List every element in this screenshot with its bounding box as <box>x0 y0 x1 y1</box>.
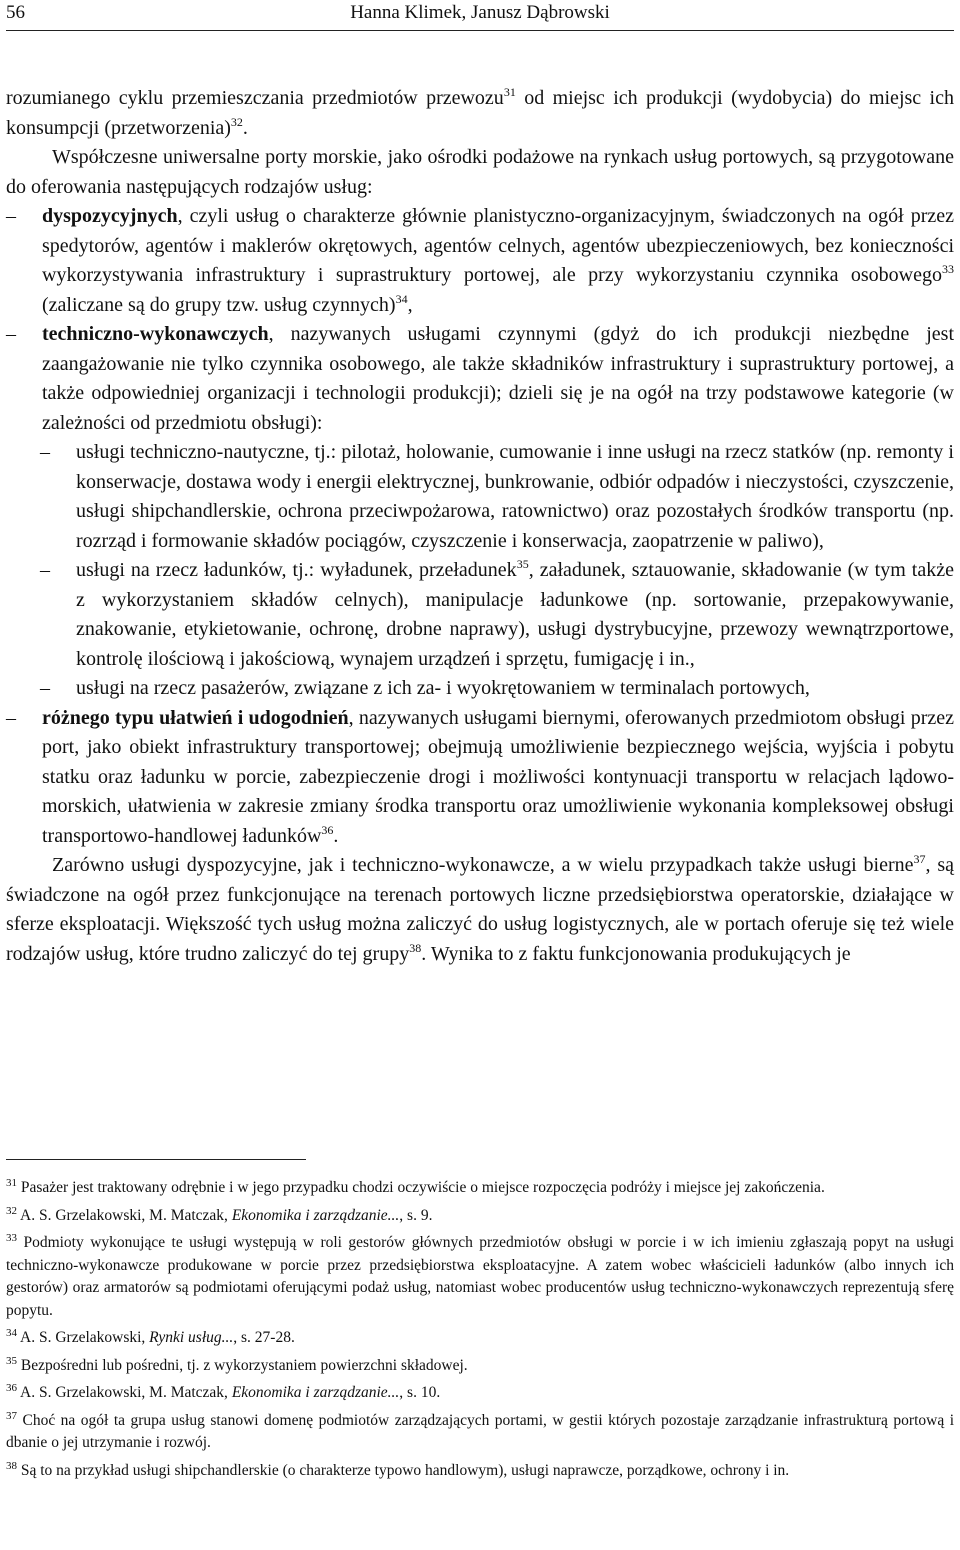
dash-bullet: – <box>40 677 50 699</box>
footnote-text: , s. 27-28. <box>233 1329 295 1346</box>
footnote-text: Pasażer jest traktowany odrębnie i w jego przypadku chodzi oczywiście o miejsce rozpoczęcia podróży i miejsce jej zakończenia. <box>17 1179 825 1196</box>
footnote-ref-33[interactable]: 33 <box>942 262 954 276</box>
sublist-item-pasazerowie <box>6 674 954 704</box>
footnotes <box>6 1172 954 1482</box>
dash-bullet: – <box>40 441 50 463</box>
footnote-number: 34 <box>6 1327 17 1339</box>
footnote-text: , s. 9. <box>399 1206 433 1224</box>
running-header-authors: Hanna Klimek, Janusz Dąbrowski <box>350 2 610 23</box>
footnote-text: , s. 10. <box>399 1384 441 1401</box>
text-run: usługi na rzecz ładunków, tj.: wyładunek, przeładunek <box>76 559 517 581</box>
footnote-text: Choć na ogół ta grupa usług stanowi domenę podmiotów zarządzających portami, w gestii których pozostaje zarządzanie infrastrukturą portową i dbanie o jej utrzymanie i rozwój. <box>6 1411 954 1451</box>
text-run: , są świadczone na ogół przez funkcjonujące na terenach portowych liczne przedsiębiorstwa operatorskie, działające w sferze eksploatacji. Większość tych usług można zaliczyć do usług logistycznych, ale w portach oferuje się też wiele rodzajów usług, które trudno zaliczyć do tej grupy <box>6 854 954 965</box>
list-item-techniczno-wykonawcze <box>6 320 954 438</box>
text-run: (zaliczane są do grupy tzw. usług czynnych) <box>42 293 396 316</box>
footnote-text: A. S. Grzelakowski, M. Matczak, <box>17 1206 232 1224</box>
main-text <box>6 84 954 969</box>
text-run: usługi techniczno-nautyczne, tj.: pilotaż, holowanie, cumowanie i inne usługi na rzecz statków (np. remonty i konserwacje, dostawa wody i energii elektrycznej, bunkrowanie, odbiór odpadów i nieczystości, czyszczenie, usługi shipchandlerskie, ochrona przeciwpożarowa, ratownictwo) oraz pozostałych środków transportu (np. rozrząd i formowanie składów pociągów, czyszczenie i konserwacja, zaopatrzenie w paliwo), <box>76 441 954 552</box>
term-techniczno-wykonawczych: techniczno-wykonawczych <box>42 323 269 345</box>
footnote-ref-38[interactable]: 38 <box>409 940 422 955</box>
footnote-number: 38 <box>6 1459 17 1472</box>
footnote-38 <box>6 1455 954 1483</box>
footnote-33 <box>6 1227 954 1322</box>
list-item-dyspozycyjne <box>6 202 954 320</box>
footnote-35 <box>6 1350 954 1378</box>
text-run: . <box>242 116 248 139</box>
list-item-ulatwienia <box>6 704 954 852</box>
footnote-34 <box>6 1322 954 1350</box>
dash-bullet: – <box>6 706 16 729</box>
footnote-text: A. S. Grzelakowski, M. Matczak, <box>17 1384 232 1401</box>
footnote-ref-36[interactable]: 36 <box>321 822 334 837</box>
footnote-ref-32[interactable]: 32 <box>230 114 243 129</box>
footnote-37 <box>6 1405 954 1455</box>
text-run: rozumianego cyklu przemieszczania przedmiotów przewozu <box>6 87 504 109</box>
dash-bullet: – <box>6 323 16 345</box>
paragraph-1 <box>6 84 954 143</box>
footnote-text: Są to na przykład usługi shipchandlerskie (o charakterze typowo handlowym), usługi naprawcze, porządkowe, ochrony i in. <box>17 1461 790 1479</box>
footnote-ref-37[interactable]: 37 <box>913 852 926 866</box>
sublist-item-nautyczne <box>6 438 954 556</box>
footnote-number: 35 <box>6 1354 17 1367</box>
footnote-36 <box>6 1377 954 1405</box>
text-run: , nazywanych usługami biernymi, oferowanych przedmiotom obsługi przez port, jako obiekt infrastruktury transportowej; obejmują umożliwienie bezpiecznego wejścia, wyjścia i pobytu statku oraz ładunku w porcie, zabezpieczenie drogi i możliwości kontynuacji transportu w relacjach lądowo-morskich, ułatwienia w zakresie zmiany środka transportu oraz umożliwienie wykonania kompleksowej obsługi transportowo-handlowej ładunków <box>42 706 954 847</box>
footnote-number: 36 <box>6 1382 17 1394</box>
dash-bullet: – <box>6 205 16 227</box>
footnote-31 <box>6 1172 954 1200</box>
footnote-number: 33 <box>6 1232 17 1244</box>
term-ulatwien: różnego typu ułatwień i udogodnień <box>42 706 349 729</box>
text-run: , załadunek, sztauowanie, składowanie (w tym także z wykorzystaniem składów celnych), manipulacje ładunkowe (np. sortowanie, przepakowywanie, znakowanie, etykietowanie, ochronę, drobne naprawy), usługi dystrybucyjne, przewozy wewnątrzportowe, kontrolę ilościową i jakościową, wynajem urządzeń i sprzętu, fumigację i in., <box>76 559 954 670</box>
running-header <box>6 0 954 30</box>
term-dyspozycyjnych: dyspozycyjnych <box>42 205 178 227</box>
citation-title: Ekonomika i zarządzanie... <box>231 1206 400 1224</box>
text-run: , czyli usług o charakterze głównie planistyczno-organizacyjnym, świadczonych na ogół przez spedytorów, agentów i maklerów okrętowych, agentów celnych, agentów ubezpieczeniowych, bez konieczności wykorzystywania infrastruktury i suprastruktury portowej, ale przy wykorzystaniu czynnika osobowego <box>42 205 954 286</box>
paragraph-2: Współczesne uniwersalne porty morskie, jako ośrodki podażowe na rynkach usług portowych, są przygotowane do oferowania następujących rodzajów usług: <box>6 146 954 198</box>
header-rule <box>6 30 954 31</box>
sublist-item-ladunki <box>6 556 954 674</box>
footnote-text: Podmioty wykonujące te usługi występują w roli gestorów głównych przedmiotów obsługi w porcie i w ich imieniu zgłaszają popyt na usługi techniczno-wykonawcze produkowane w porcie przez przedsiębiorstwa eksploatacyjne. A zatem wobec właścicieli ładunków (albo innych ich gestorów) oraz armatorów są podmiotami oferującymi podaż usług, natomiast wobec producentów usług techniczno-wykonawczych reprezentują sferę popytu. <box>6 1234 954 1319</box>
footnote-separator <box>6 1159 306 1160</box>
footnote-ref-34[interactable]: 34 <box>395 291 408 306</box>
footnote-32 <box>6 1200 954 1228</box>
dash-bullet: – <box>40 559 50 581</box>
footnote-text: A. S. Grzelakowski, <box>17 1329 150 1346</box>
page-number: 56 <box>6 2 25 23</box>
citation-title: Ekonomika i zarządzanie... <box>231 1384 400 1401</box>
footnote-ref-35[interactable]: 35 <box>516 557 529 571</box>
text-run: Zarówno usługi dyspozycyjne, jak i techniczno-wykonawcze, a w wielu przypadkach także usługi bierne <box>52 854 914 876</box>
text-run: , nazywanych usługami czynnymi (gdyż do ich produkcji niezbędne jest zaangażowanie nie tylko czynnika osobowego, ale także składników infrastruktury i suprastruktury portowej, a także odpowiedniej organizacji i technologii produkcji); dzieli się je na ogół na trzy podstawowe kategorie (w zależności od przedmiotu obsługi): <box>42 323 954 434</box>
text-run: od miejsc ich produkcji (wydobycia) do miejsc ich konsumpcji (przetworzenia) <box>6 87 954 139</box>
footnote-number: 32 <box>6 1204 17 1217</box>
footnote-text: Bezpośredni lub pośredni, tj. z wykorzystaniem powierzchni składowej. <box>17 1356 468 1374</box>
footnote-number: 31 <box>6 1177 17 1189</box>
footnote-number: 37 <box>6 1409 17 1422</box>
paragraph-3 <box>6 851 954 969</box>
text-run: . Wynika to z faktu funkcjonowania produkujących je <box>421 942 851 965</box>
text-run: , <box>407 293 413 316</box>
text-run: usługi na rzecz pasażerów, związane z ich za- i wyokrętowaniem w terminalach portowych, <box>76 677 810 699</box>
citation-title: Rynki usług... <box>149 1329 234 1346</box>
text-run: . <box>333 824 339 847</box>
footnote-ref-31[interactable]: 31 <box>503 85 516 99</box>
